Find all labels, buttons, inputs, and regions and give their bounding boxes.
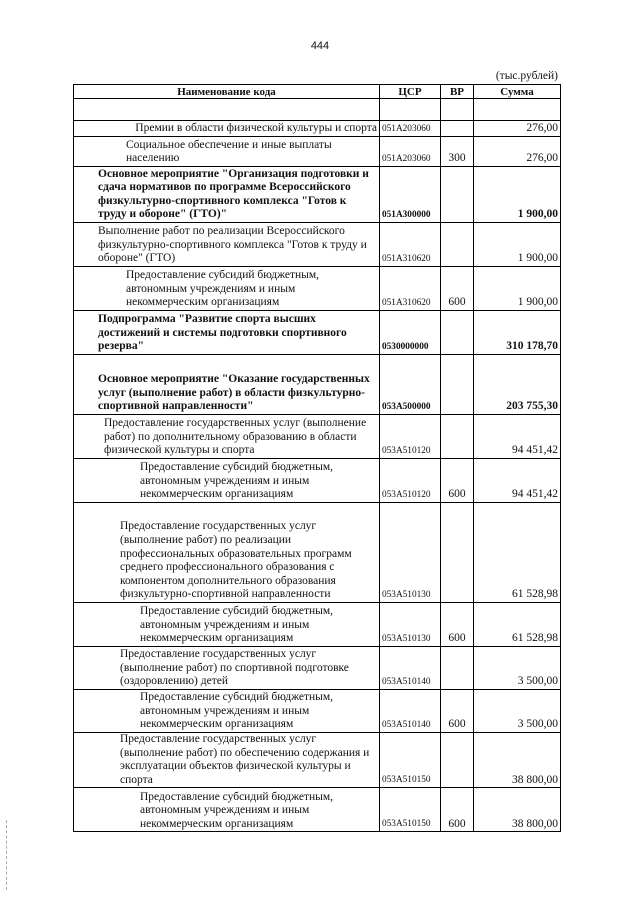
header-vr: ВР: [441, 85, 474, 99]
row-name: Предоставление государственных услуг (выполнение работ) по реализации профессиональных образовательных программ среднего профессионального образования с компонентом дополнительного образования физкультурно-спортивной направленности: [120, 520, 352, 601]
row-code: 053A510140: [380, 647, 441, 690]
row-code: 0530000000: [380, 311, 441, 355]
row-name: Предоставление государственных услуг (выполнение работ) по спортивной подготовке (оздоровлению) детей: [120, 648, 349, 688]
row-code: 053A510120: [380, 415, 441, 459]
row-name: Предоставление субсидий бюджетным, автономным учреждениям и иным некоммерческим организациям: [126, 269, 320, 309]
row-code: 051A203060: [380, 121, 441, 137]
row-vr: 300: [441, 137, 474, 167]
table-row: [74, 121, 561, 137]
row-vr: [441, 355, 474, 415]
table-row: [74, 733, 561, 788]
row-code: 051A310620: [380, 267, 441, 311]
row-name: Подпрограмма "Развитие спорта высших достижений и системы подготовки спортивного резерва": [98, 313, 347, 353]
row-sum: 1 900,00: [474, 223, 561, 267]
budget-table: [73, 84, 561, 832]
row-name: Основное мероприятие "Оказание государственных услуг (выполнение работ) в области физкультурно-спортивной направленности": [98, 373, 370, 413]
table-row: [74, 459, 561, 503]
row-sum: 276,00: [474, 137, 561, 167]
header-csr: ЦСР: [380, 85, 441, 99]
row-vr: 600: [441, 690, 474, 733]
row-code: 053A510150: [380, 788, 441, 832]
table-row: [74, 355, 561, 415]
header-name: Наименование кода: [74, 85, 380, 99]
row-sum: 3 500,00: [474, 690, 561, 733]
page-number: 444: [310, 40, 330, 52]
row-name: Предоставление субсидий бюджетным, автономным учреждениям и иным некоммерческим организациям: [140, 461, 334, 501]
row-name: Социальное обеспечение и иные выплаты населению: [126, 138, 332, 165]
row-vr: [441, 223, 474, 267]
row-vr: 600: [441, 459, 474, 503]
table-header-row: [74, 85, 561, 99]
table-row: [74, 167, 561, 223]
row-name: Выполнение работ по реализации Всероссийского физкультурно-спортивного комплекса "Готов к труду и обороне" (ГТО): [98, 225, 367, 265]
row-code: 053A510150: [380, 733, 441, 788]
row-sum: 38 800,00: [474, 733, 561, 788]
row-vr: [441, 121, 474, 137]
row-sum: 61 528,98: [474, 603, 561, 647]
row-name: Предоставление государственных услуг (выполнение работ) по обеспечению содержания и эксплуатации объектов физической культуры и спорта: [120, 733, 370, 786]
row-sum: 310 178,70: [474, 311, 561, 355]
row-code: 053A500000: [380, 355, 441, 415]
row-sum: 61 528,98: [474, 503, 561, 603]
row-vr: [441, 311, 474, 355]
table-row: [74, 267, 561, 311]
row-name: Предоставление государственных услуг (выполнение работ) по дополнительному образованию в области физической культуры и спорта: [104, 417, 367, 457]
scan-margin-marks: [6, 820, 8, 890]
row-sum: 1 900,00: [474, 167, 561, 223]
row-name: Премии в области физической культуры и спорта: [135, 122, 377, 135]
header-sum: Сумма: [474, 85, 561, 99]
row-name: Предоставление субсидий бюджетным, автономным учреждениям и иным некоммерческим организациям: [140, 691, 334, 731]
row-name: [74, 99, 380, 121]
row-code: 053A510140: [380, 690, 441, 733]
table-row: [74, 503, 561, 603]
row-vr: [441, 733, 474, 788]
row-code: 051A300000: [380, 167, 441, 223]
row-code: 053A510120: [380, 459, 441, 503]
row-sum: 276,00: [474, 121, 561, 137]
row-code: 053A510130: [380, 503, 441, 603]
row-sum: 94 451,42: [474, 459, 561, 503]
row-code: [380, 99, 441, 121]
row-vr: 600: [441, 603, 474, 647]
row-vr: [441, 503, 474, 603]
row-code: 051A310620: [380, 223, 441, 267]
row-code: 053A510130: [380, 603, 441, 647]
row-name: Предоставление субсидий бюджетным, автономным учреждениям и иным некоммерческим организациям: [140, 605, 334, 645]
table-row: [74, 690, 561, 733]
table-row: [74, 415, 561, 459]
row-sum: 3 500,00: [474, 647, 561, 690]
row-vr: [441, 647, 474, 690]
row-sum: 1 900,00: [474, 267, 561, 311]
row-vr: 600: [441, 267, 474, 311]
row-vr: [441, 99, 474, 121]
row-code: 051A203060: [380, 137, 441, 167]
units-label: (тыс.рублей): [495, 70, 558, 82]
row-sum: 94 451,42: [474, 415, 561, 459]
table-row: [74, 223, 561, 267]
row-sum: 38 800,00: [474, 788, 561, 832]
table-row: [74, 99, 561, 121]
row-sum: [474, 99, 561, 121]
row-name: Предоставление субсидий бюджетным, автономным учреждениям и иным некоммерческим организациям: [140, 790, 334, 830]
row-vr: [441, 167, 474, 223]
table-row: [74, 311, 561, 355]
row-vr: 600: [441, 788, 474, 832]
row-vr: [441, 415, 474, 459]
row-sum: 203 755,30: [474, 355, 561, 415]
table-row: [74, 788, 561, 832]
table-row: [74, 603, 561, 647]
row-name: Основное мероприятие "Организация подготовки и сдача нормативов по программе Всероссийского физкультурно-спортивного комплекса "Готов к труду и обороне" (ГТО)": [98, 167, 369, 221]
table-row: [74, 137, 561, 167]
table-row: [74, 647, 561, 690]
